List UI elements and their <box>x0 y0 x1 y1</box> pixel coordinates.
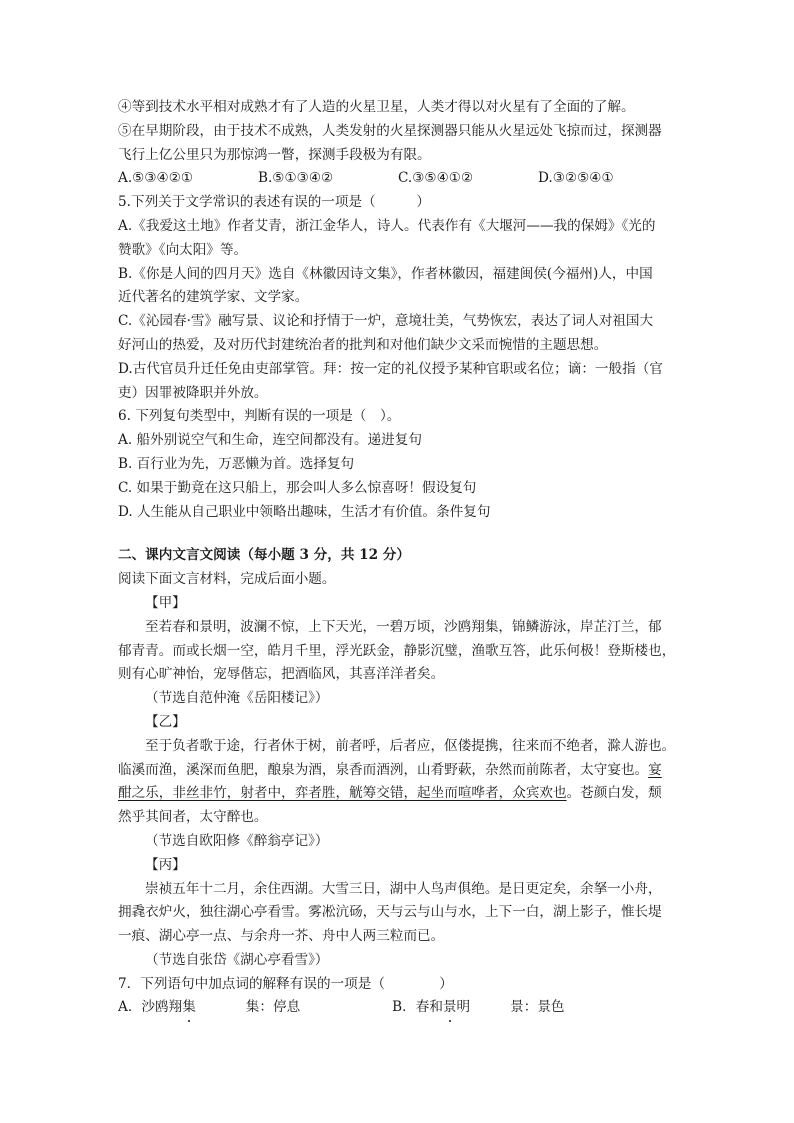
passage-label-yi: 【乙】 <box>145 713 186 730</box>
q7-option-b-explanation: 景：景色 <box>510 999 565 1016</box>
exam-page <box>118 96 690 1020</box>
q5-line: 赞歌》《向太阳》等。 <box>118 241 248 258</box>
section-intro: 阅读下面文言材料，完成后面小题。 <box>118 571 336 588</box>
q5-line: 吏）因罪被降职并外放。 <box>118 384 268 401</box>
q6-option: B. 百行业为先，万恶懒为首。选择复句 <box>118 455 355 472</box>
q7-option-a-text: A．沙鸥翔 <box>118 999 183 1016</box>
passage-line: 则有心旷神怡，宠辱偕忘，把酒临风，其喜洋洋者矣。 <box>118 666 445 683</box>
dotted-char: 集 <box>182 996 196 1020</box>
q7-option-b-text-end: 明 <box>456 999 471 1016</box>
q5-line: D.古代官员升迁任免由吏部掌管。拜：按一定的礼仪授予某种官职或名位；谪：一般指（官 <box>118 360 663 377</box>
q6-option: D. 人生能从自己职业中领略出趣味，生活才有价值。条件复句 <box>118 503 491 520</box>
passage-label-bing: 【丙】 <box>145 856 186 873</box>
q7-stem: 7．下列语句中加点词的解释有误的一项是（ ） <box>118 975 453 992</box>
passage-label-jia: 【甲】 <box>145 594 186 611</box>
passage-source: （节选自范仲淹《岳阳楼记》） <box>145 690 329 707</box>
passage-source: （节选自张岱《湖心亭看雪》） <box>145 951 329 968</box>
passage-text: 临溪而渔，溪深而鱼肥，酿泉为酒，泉香而酒洌，山肴野蔌，杂然而前陈者，太守宴也。 <box>118 761 649 778</box>
passage-line <box>118 759 690 783</box>
text-line: ④等到技术水平相对成熟才有了人造的火星卫星，人类才得以对火星有了全面的了解。 <box>118 99 635 115</box>
passage-line <box>118 782 690 806</box>
underlined-text: 酣之乐，非丝非竹，射者中，弈者胜，觥筹交错，起坐而喧哗者，众宾欢也 <box>118 785 567 802</box>
q7-option-b-text: B．春和 <box>392 999 443 1016</box>
text-line: ⑤在早期阶段，由于技术不成熟，人类发射的火星探测器只能从火星远处飞掠而过，探测器 <box>118 122 662 139</box>
q4-option-c: C.③⑤④①② <box>398 170 474 187</box>
underlined-text: 宴 <box>648 761 662 778</box>
passage-line: 郁青青。而或长烟一空，皓月千里，浮光跃金，静影沉璧，渔歌互答，此乐何极！登斯楼也， <box>118 642 676 659</box>
passage-line: 拥毳衣炉火，独往湖心亭看雪。雾凇沆砀，天与云与山与水，上下一白，湖上影子，惟长堤 <box>118 904 662 921</box>
passage-line: 一痕、湖心亭一点、与余舟一芥、舟中人两三粒而已。 <box>118 928 445 945</box>
q5-line: 近代著名的建筑学家、文学家。 <box>118 289 309 306</box>
section-title: 二、课内文言文阅读（每小题 3 分，共 12 分） <box>118 547 410 564</box>
passage-text: 。苍颜白发，颓 <box>566 785 662 802</box>
passage-line: 至若春和景明，波澜不惊，上下天光，一碧万顷，沙鸥翔集，锦鳞游泳，岸芷汀兰，郁 <box>145 618 662 635</box>
q4-option-a: A.⑤③④②① <box>118 170 194 187</box>
q5-line: C.《沁园春·雪》融写景、议论和抒情于一炉，意境壮美，气势恢宏，表达了词人对祖国大 <box>118 313 654 330</box>
q6-option: C. 如果于勤竟在这只船上，那会叫人多么惊喜呀！假设复句 <box>118 479 477 496</box>
q5-stem: 5.下列关于文学常识的表述有误的一项是（ ） <box>118 194 431 211</box>
q4-options <box>118 167 690 191</box>
passage-line: 崇祯五年十二月，余住西湖。大雪三日，湖中人鸟声俱绝。是日更定矣，余拏一小舟， <box>145 880 662 897</box>
q7-options <box>118 996 690 1020</box>
q5-line: B.《你是人间的四月天》选自《林徽因诗文集》，作者林徽因，福建闽侯(今福州)人，中国 <box>118 265 653 282</box>
passage-line: 然乎其间者，太守醉也。 <box>118 809 268 826</box>
q7-option-a-explanation: 集：停息 <box>245 999 301 1016</box>
dotted-char: 景 <box>443 996 457 1020</box>
q5-line: 好河山的热爱，及对历代封建统治者的批判和对他们缺少文采而惋惜的主题思想。 <box>118 336 608 353</box>
text-line: 飞行上亿公里只为那惊鸿一瞥，探测手段极为有限。 <box>118 146 431 163</box>
q6-option: A. 船外别说空气和生命，连空间都没有。递进复句 <box>118 432 422 449</box>
q4-option-b: B.⑤①③④② <box>258 170 334 187</box>
passage-line: 至于负者歌于途，行者休于树，前者呼，后者应，伛偻提携，往来而不绝者，滁人游也。 <box>145 737 676 754</box>
q5-line: A.《我爱这土地》作者艾青，浙江金华人，诗人。代表作有《大堰河——我的保姆》《光的 <box>118 217 656 234</box>
passage-source: （节选自欧阳修《醉翁亭记》） <box>145 832 329 849</box>
q4-option-d: D.③②⑤④① <box>538 170 614 187</box>
q6-stem: 6. 下列复句类型中，判断有误的一项是（ ）。 <box>118 408 401 425</box>
